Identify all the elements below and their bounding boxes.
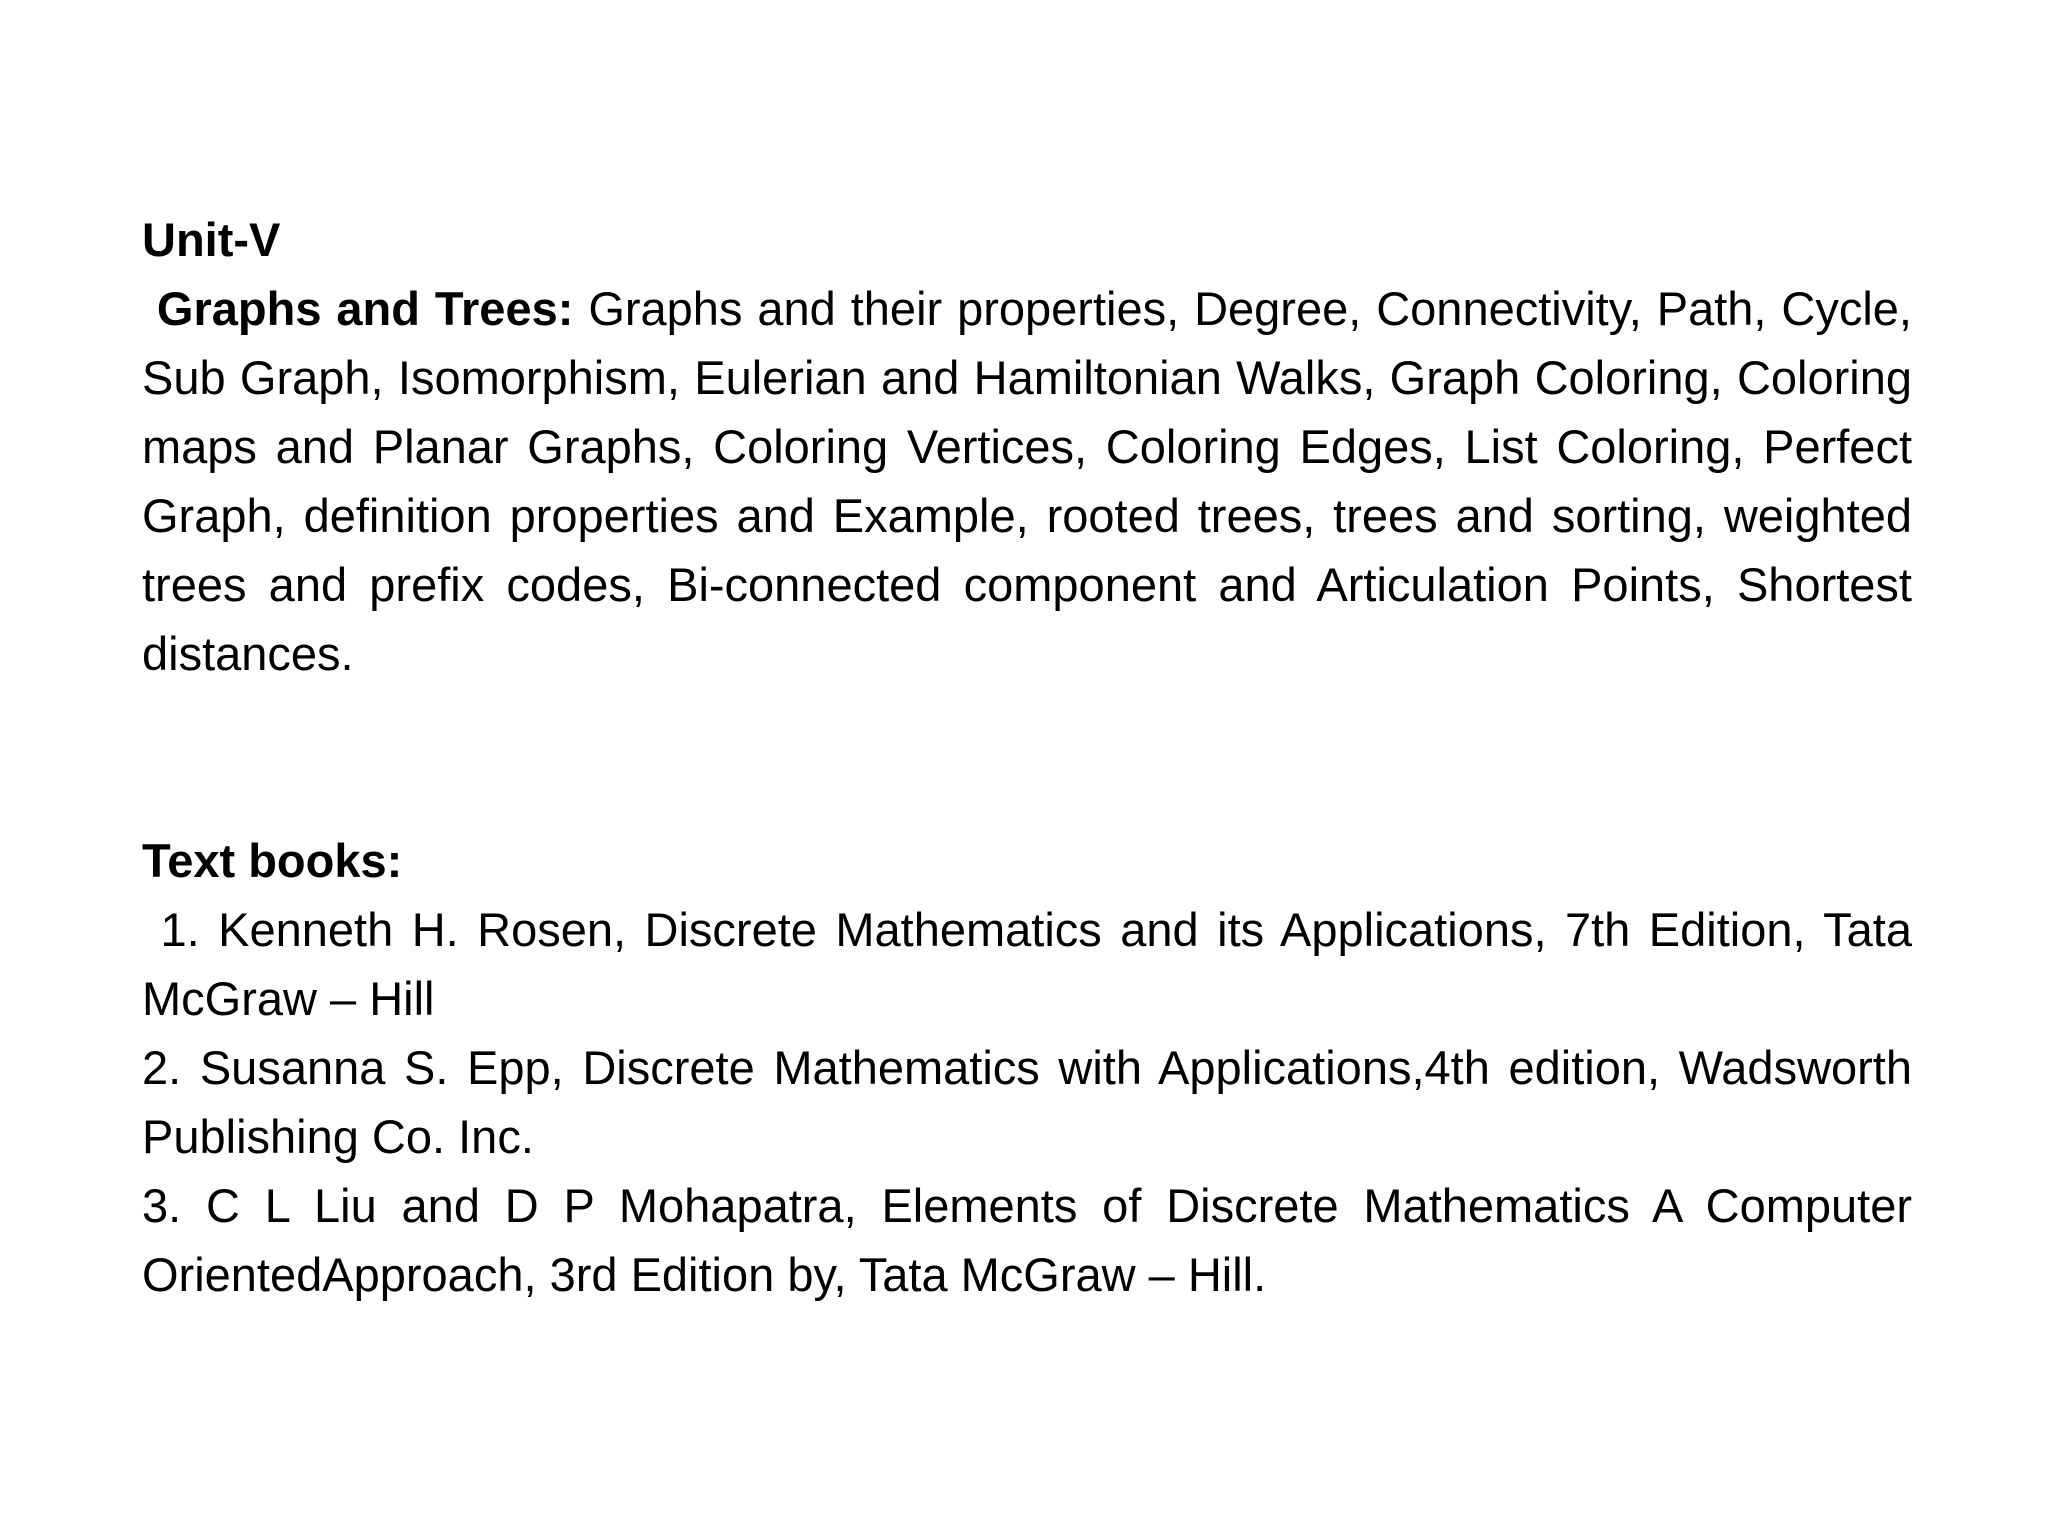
textbooks-section (142, 826, 1926, 1309)
unit-topic-list: Graphs and their properties, Degree, Connectivity, Path, Cycle, Sub Graph, Isomorphism, Eulerian and Hamiltonian Walks, Graph Coloring, Coloring maps and Planar Graphs, Coloring Vertices, Coloring Edges, List Coloring, Perfect Graph, definition properties and Example, rooted trees, trees and sorting, weighted trees and prefix codes, Bi-connected component and Articulation Points, Shortest distances. (142, 282, 1912, 680)
slide-content (142, 205, 1926, 1309)
textbooks-heading: Text books: (142, 834, 403, 887)
unit-topic-title: Graphs and Trees: (142, 282, 574, 335)
unit-heading: Unit-V (142, 213, 281, 266)
unit-description (142, 274, 1912, 688)
textbook-item: 1. Kenneth H. Rosen, Discrete Mathematics and its Applications, 7th Edition, Tata McGraw – Hill (142, 903, 1926, 1025)
unit-section (142, 205, 1912, 688)
textbook-item: 2. Susanna S. Epp, Discrete Mathematics with Applications,4th edition, Wadsworth Publishing Co. Inc. (142, 1041, 1912, 1163)
textbook-item: 3. C L Liu and D P Mohapatra, Elements of Discrete Mathematics A Computer OrientedApproach, 3rd Edition by, Tata McGraw – Hill. (142, 1179, 1912, 1301)
